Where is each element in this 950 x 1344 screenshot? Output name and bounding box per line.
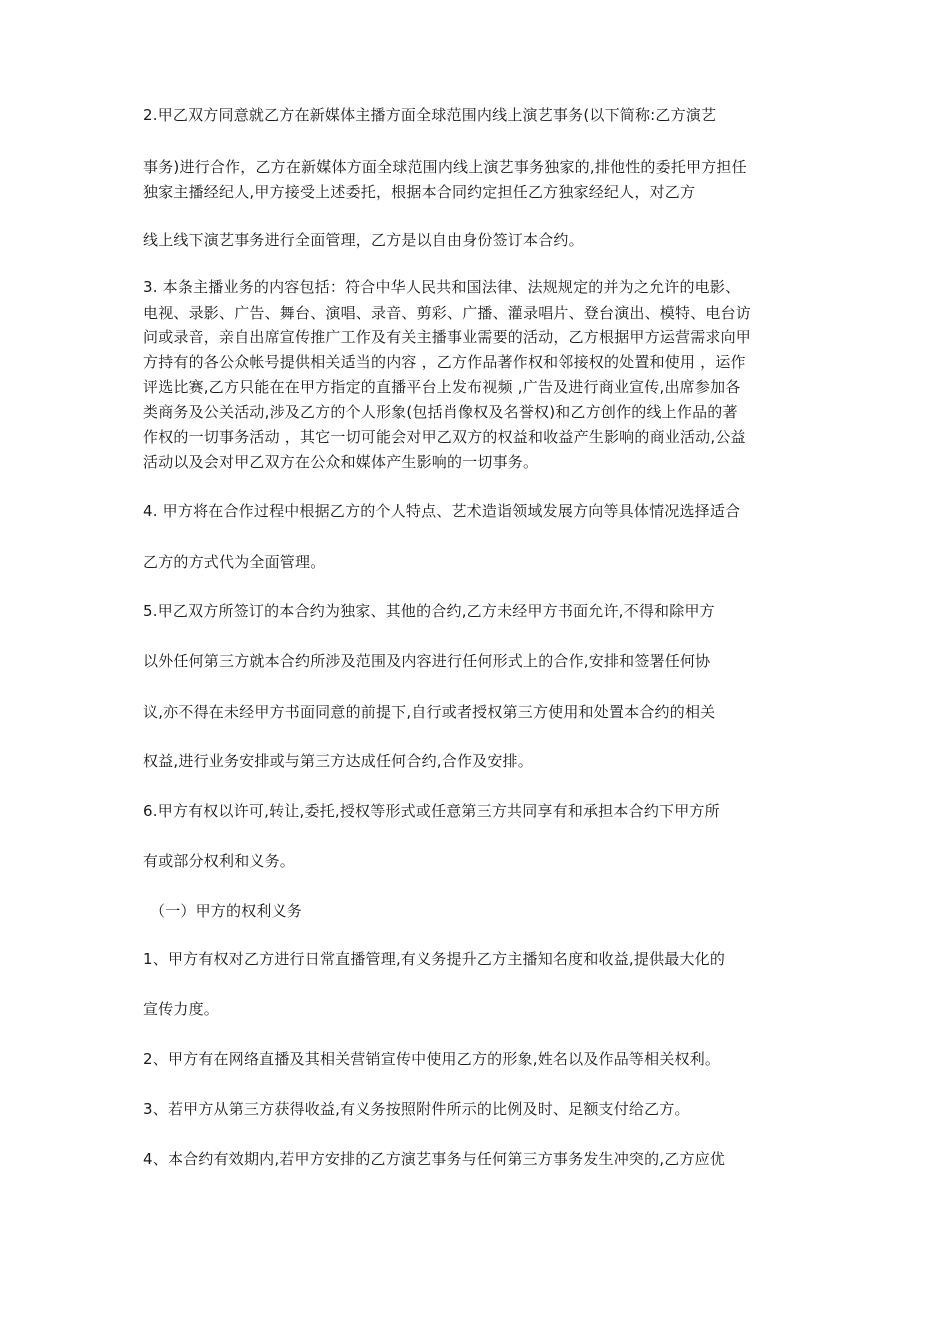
text-line: 线上线下演艺事务进行全面管理，乙方是以自由身份签订本合约。 [143, 231, 584, 249]
text-line: 以外任何第三方就本合约所涉及范围及内容进行任何形式上的合作,安排和签署任何协 [143, 652, 711, 670]
text-line: 2.甲乙双方同意就乙方在新媒体主播方面全球范围内线上演艺事务(以下简称:乙方演艺 [143, 106, 717, 124]
text-line: 事务)进行合作，乙方在新媒体方面全球范围内线上演艺事务独家的,排他性的委托甲方担任 [143, 158, 747, 176]
text-line: 权益,进行业务安排或与第三方达成任何合约,合作及安排。 [143, 752, 533, 770]
text-line: 议,亦不得在未经甲方书面同意的前提下,自行或者授权第三方使用和处置本合约的相关 [143, 703, 716, 721]
text-line: 1、甲方有权对乙方进行日常直播管理,有义务提升乙方主播知名度和收益,提供最大化的 [143, 950, 726, 968]
text-line: 宣传力度。 [143, 1000, 220, 1018]
text-line: 3、若甲方从第三方获得收益,有义务按照附件所示的比例及时、足额支付给乙方。 [143, 1100, 690, 1118]
text-line: 独家主播经纪人,甲方接受上述委托，根据本合同约定担任乙方独家经纪人，对乙方 [143, 183, 696, 201]
text-line: 评选比赛,乙方只能在在甲方指定的直播平台上发布视频 ,广告及进行商业宣传,出席参加各 [143, 378, 741, 396]
section-heading: （一）甲方的权利义务 [150, 902, 303, 920]
text-line: 电视、录影、广告、舞台、演唱、录音、剪彩、广播、灌录唱片、登台演出、模特、电台访 [143, 304, 752, 322]
text-line: 活动以及会对甲乙双方在公众和媒体产生影响的一切事务。 [143, 453, 539, 471]
text-line: 3. 本条主播业务的内容包括：符合中华人民共和国法律、法规规定的并为之允许的电影、 [143, 278, 741, 296]
text-line: 乙方的方式代为全面管理。 [143, 553, 326, 571]
text-line: 2、甲方有在网络直播及其相关营销宣传中使用乙方的形象,姓名以及作品等相关权利。 [143, 1050, 721, 1068]
text-line: 问或录音，亲自出席宣传推广工作及有关主播事业需要的活动，乙方根据甲方运营需求向甲 [143, 328, 752, 346]
text-line: 6.甲方有权以许可,转让,委托,授权等形式或任意第三方共同享有和承担本合约下甲方所 [143, 802, 720, 820]
text-line: 4、本合约有效期内,若甲方安排的乙方演艺事务与任何第三方事务发生冲突的,乙方应优 [143, 1150, 726, 1168]
text-line: 5.甲乙双方所签订的本合约为独家、其他的合约,乙方未经甲方书面允许,不得和除甲方 [143, 602, 715, 620]
text-line: 作权的一切事务活动 ，其它一切可能会对甲乙双方的权益和收益产生影响的商业活动,公益 [143, 428, 746, 446]
text-line: 4. 甲方将在合作过程中根据乙方的个人特点、艺术造诣领域发展方向等具体情况选择适合 [143, 502, 741, 520]
text-line: 方持有的各公众帐号提供相关适当的内容 ，乙方作品著作权和邻接权的处置和使用 ，运作 [143, 353, 746, 371]
text-line: 类商务及公关活动,涉及乙方的个人形象(包括肖像权及名誉权)和乙方创作的线上作品的著 [143, 403, 738, 421]
text-line: 有或部分权利和义务。 [143, 852, 296, 870]
